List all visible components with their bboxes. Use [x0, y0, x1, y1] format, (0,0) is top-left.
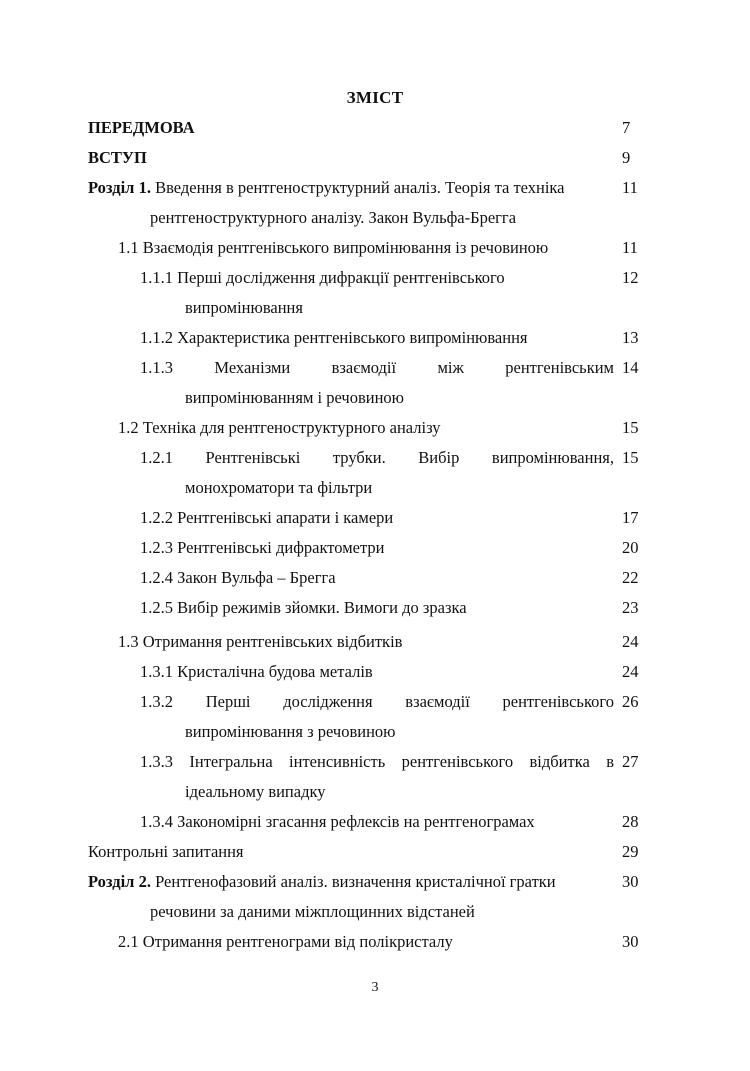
toc-page-number: 23	[622, 598, 639, 617]
toc-page-number: 30	[622, 932, 639, 951]
toc-page-number: 7	[622, 118, 631, 137]
chapter-title-line-1: Рентгенофазовий аналіз. визначення кристалічної гратки	[150, 872, 556, 891]
toc-page-number: 12	[622, 268, 639, 287]
toc-entry-text: 1.2.4 Закон Вульфа – Брегга	[140, 568, 336, 587]
toc-page-number: 14	[622, 358, 639, 377]
toc-entry-text: 1.3.3 Інтегральна інтенсивність рентгенівського відбитка в	[140, 752, 614, 771]
toc-entry-text: 2.1 Отримання рентгенограми від полікристалу	[118, 932, 453, 951]
chapter-title-line-2: речовини за даними міжплощинних відстаней	[150, 902, 475, 921]
toc-page-number: 24	[622, 632, 639, 651]
toc-entry-text: 1.1.3 Механізми взаємодії між рентгенівським	[140, 358, 614, 377]
toc-entry-text: 1.1.1 Перші дослідження дифракції рентгенівського	[140, 268, 505, 287]
toc-page-number: 11	[622, 238, 638, 257]
toc-entry-text: ВСТУП	[88, 148, 147, 167]
toc-page-number: 27	[622, 752, 639, 771]
toc-page-number: 20	[622, 538, 639, 557]
toc-page-number: 15	[622, 418, 639, 437]
toc-page-number: 22	[622, 568, 639, 587]
toc-entry-text-line-2: монохроматори та фільтри	[185, 478, 373, 497]
toc-page-number: 28	[622, 812, 639, 831]
toc-entry-text	[88, 173, 565, 203]
toc-entry-text-line-2: випромінювання	[185, 298, 303, 317]
toc-entry-text: 1.2.3 Рентгенівські дифрактометри	[140, 538, 385, 557]
toc-entry-text-line-2: випромінюванням і речовиною	[185, 388, 404, 407]
toc-entry-text-line-2: випромінювання з речовиною	[185, 722, 396, 741]
chapter-title-line-1: Введення в рентгеноструктурний аналіз. Теорія та техніка	[150, 178, 565, 197]
toc-entry-text: 1.1.2 Характеристика рентгенівського випромінювання	[140, 328, 528, 347]
toc-entry-text-line-2: ідеальному випадку	[185, 782, 326, 801]
chapter-title-line-2: рентгеноструктурного аналізу. Закон Вульфа-Брегга	[150, 208, 517, 227]
toc-entry-text: 1.2.2 Рентгенівські апарати і камери	[140, 508, 394, 527]
toc-entry-text: ПЕРЕДМОВА	[88, 118, 195, 137]
toc-page-number: 17	[622, 508, 639, 527]
toc-page-number: 13	[622, 328, 639, 347]
toc-entry-text: 1.3 Отримання рентгенівських відбитків	[118, 632, 403, 651]
toc-page-number: 11	[622, 178, 638, 197]
toc-page-number: 24	[622, 662, 639, 681]
toc-page-number: 26	[622, 692, 639, 711]
toc-entry-text: 1.3.4 Закономірні згасання рефлексів на рентгенограмах	[140, 812, 535, 831]
chapter-label: Розділ 1.	[88, 178, 151, 197]
toc-page-number: 15	[622, 448, 639, 467]
toc-page-number: 30	[622, 872, 639, 891]
page-title: ЗМІСТ	[346, 88, 404, 107]
toc-page-number: 9	[622, 148, 631, 167]
chapter-label: Розділ 2.	[88, 872, 151, 891]
toc-page-number: 29	[622, 842, 639, 861]
page-number-footer: 3	[371, 980, 379, 995]
toc-entry-text: Контрольні запитання	[88, 842, 244, 861]
toc-entry-text: 1.3.1 Кристалічна будова металів	[140, 662, 373, 681]
toc-entry-text: 1.3.2 Перші дослідження взаємодії рентгенівського	[140, 692, 614, 711]
toc-entry-text: 1.1 Взаємодія рентгенівського випромінювання із речовиною	[118, 238, 549, 257]
toc-entry-text: 1.2.5 Вибір режимів зйомки. Вимоги до зразка	[140, 598, 467, 617]
toc-entry-text: 1.2 Техніка для рентгеноструктурного аналізу	[118, 418, 441, 437]
toc-entry-text	[88, 867, 556, 897]
toc-entry-text: 1.2.1 Рентгенівські трубки. Вибір випромінювання,	[140, 448, 614, 467]
